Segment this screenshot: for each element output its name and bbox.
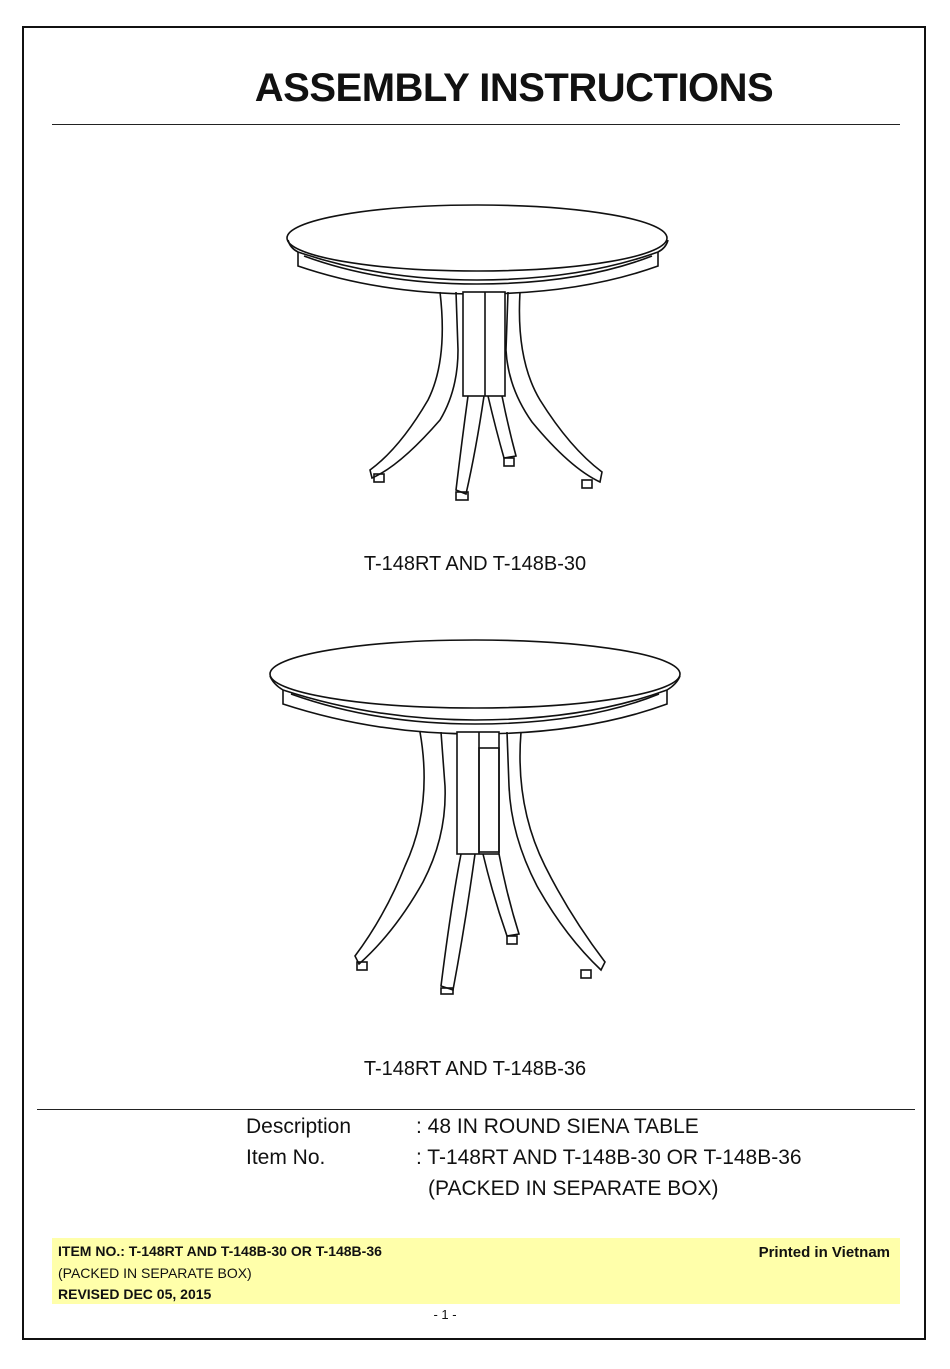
figure-caption-30: T-148RT AND T-148B-30 [363, 553, 587, 575]
printed-in: Printed in Vietnam [758, 1244, 890, 1261]
title-divider [52, 124, 900, 125]
description-value: : 48 IN ROUND SIENA TABLE [416, 1115, 699, 1138]
footer-packed-line: (PACKED IN SEPARATE BOX) [58, 1265, 252, 1281]
footer-box [52, 1238, 900, 1304]
item-value: : T-148RT AND T-148B-30 OR T-148B-36 [416, 1146, 802, 1169]
page-title: ASSEMBLY INSTRUCTIONS [254, 66, 774, 110]
description-label: Description [246, 1115, 352, 1138]
table-illustration-30 [280, 200, 700, 510]
table-illustration-36 [265, 636, 695, 996]
spec-divider [37, 1109, 915, 1110]
footer-revised-line: REVISED DEC 05, 2015 [58, 1286, 212, 1302]
figure-caption-36: T-148RT AND T-148B-36 [363, 1058, 587, 1080]
item-note: (PACKED IN SEPARATE BOX) [428, 1177, 719, 1200]
item-label: Item No. [246, 1146, 326, 1169]
footer-item-line: ITEM NO.: T-148RT AND T-148B-30 OR T-148B-36 [58, 1243, 382, 1259]
page-number: - 1 - [433, 1307, 457, 1322]
